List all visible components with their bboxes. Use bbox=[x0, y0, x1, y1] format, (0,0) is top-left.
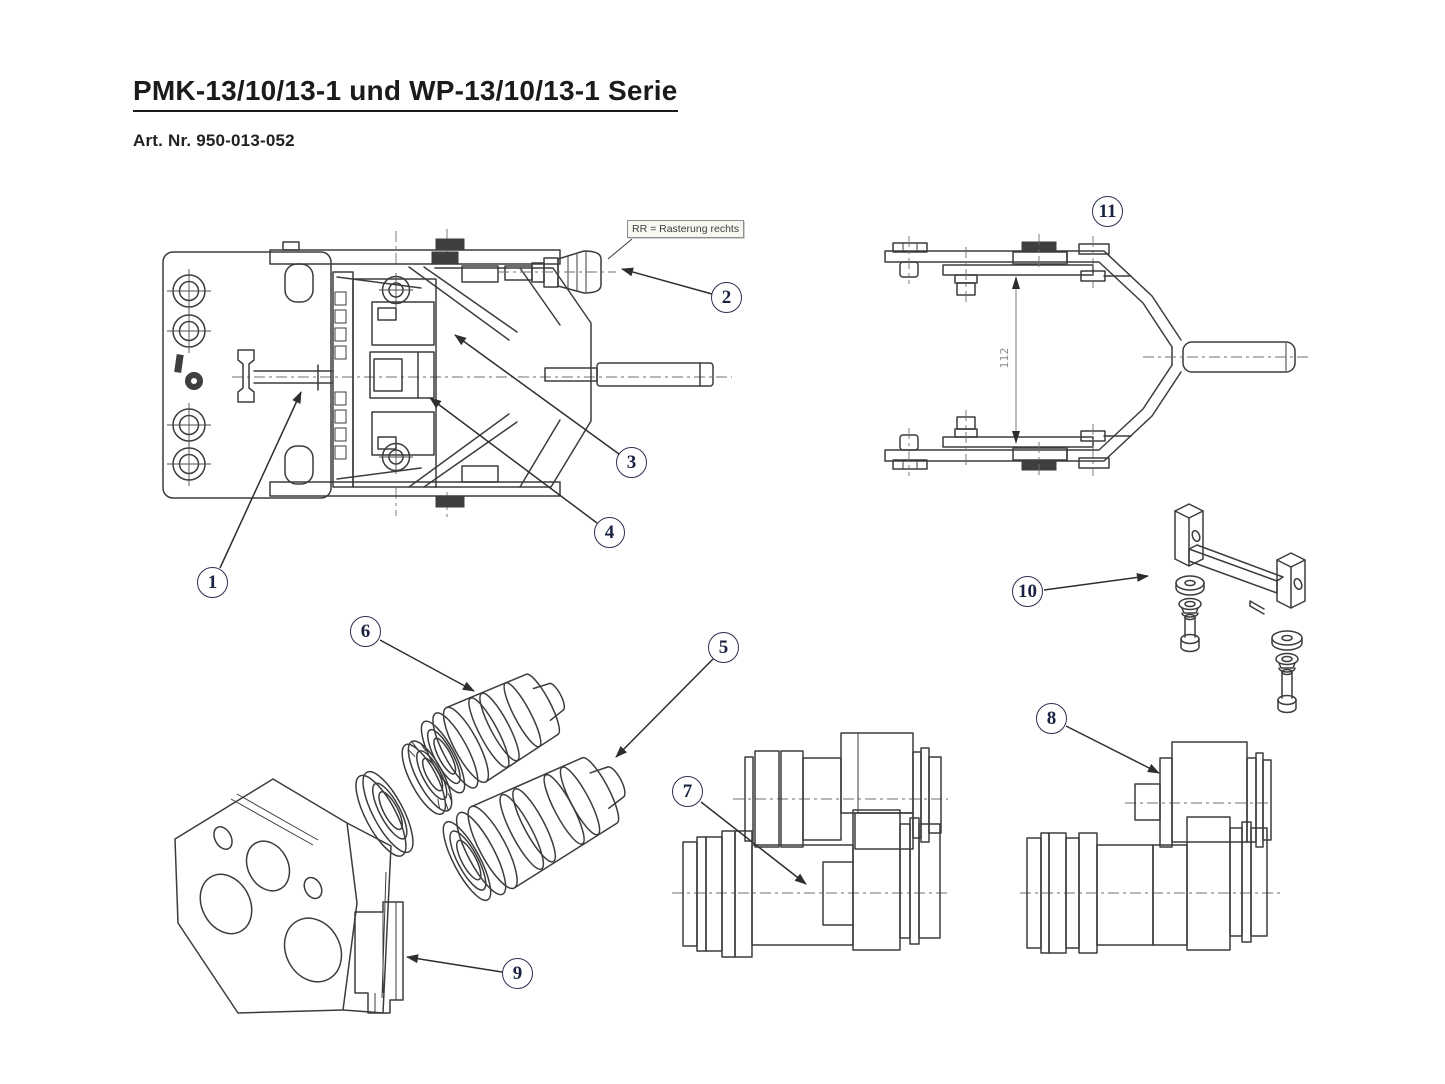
brand-mark bbox=[175, 355, 203, 390]
diagram-yoke bbox=[885, 234, 1310, 478]
diagram-main-assembly bbox=[163, 229, 732, 517]
article-number: Art. Nr. 950-013-052 bbox=[133, 131, 295, 150]
plate-hole bbox=[167, 269, 211, 313]
plate-hole bbox=[167, 309, 211, 353]
callout-3: 3 bbox=[616, 447, 647, 478]
dimension-112-label: 112 bbox=[998, 347, 1011, 369]
callout-1: 1 bbox=[197, 567, 228, 598]
callout-9: 9 bbox=[502, 958, 533, 989]
diagram-coupler-bracket bbox=[1020, 742, 1280, 953]
callout-5: 5 bbox=[708, 632, 739, 663]
detent-knob bbox=[498, 251, 616, 293]
callout-11: 11 bbox=[1092, 196, 1123, 227]
callout-10: 10 bbox=[1012, 576, 1043, 607]
coupling-lower bbox=[434, 739, 642, 908]
callout-2: 2 bbox=[711, 282, 742, 313]
leader-arrows bbox=[220, 239, 1159, 972]
diagram-coupler-pair bbox=[672, 733, 948, 957]
callout-8: 8 bbox=[1036, 703, 1067, 734]
seal-ring bbox=[347, 765, 423, 862]
plate-hole bbox=[167, 403, 211, 447]
callout-7: 7 bbox=[672, 776, 703, 807]
dimension-112 bbox=[998, 276, 1020, 444]
callout-4: 4 bbox=[594, 517, 625, 548]
rr-note: RR = Rasterung rechts bbox=[627, 220, 744, 238]
diagram-bracket bbox=[1175, 504, 1305, 713]
page-title: PMK-13/10/13-1 und WP-13/10/13-1 Serie bbox=[133, 75, 678, 112]
callout-6: 6 bbox=[350, 616, 381, 647]
diagram-exploded-couplings bbox=[175, 657, 642, 1013]
plate-hole bbox=[167, 442, 211, 486]
